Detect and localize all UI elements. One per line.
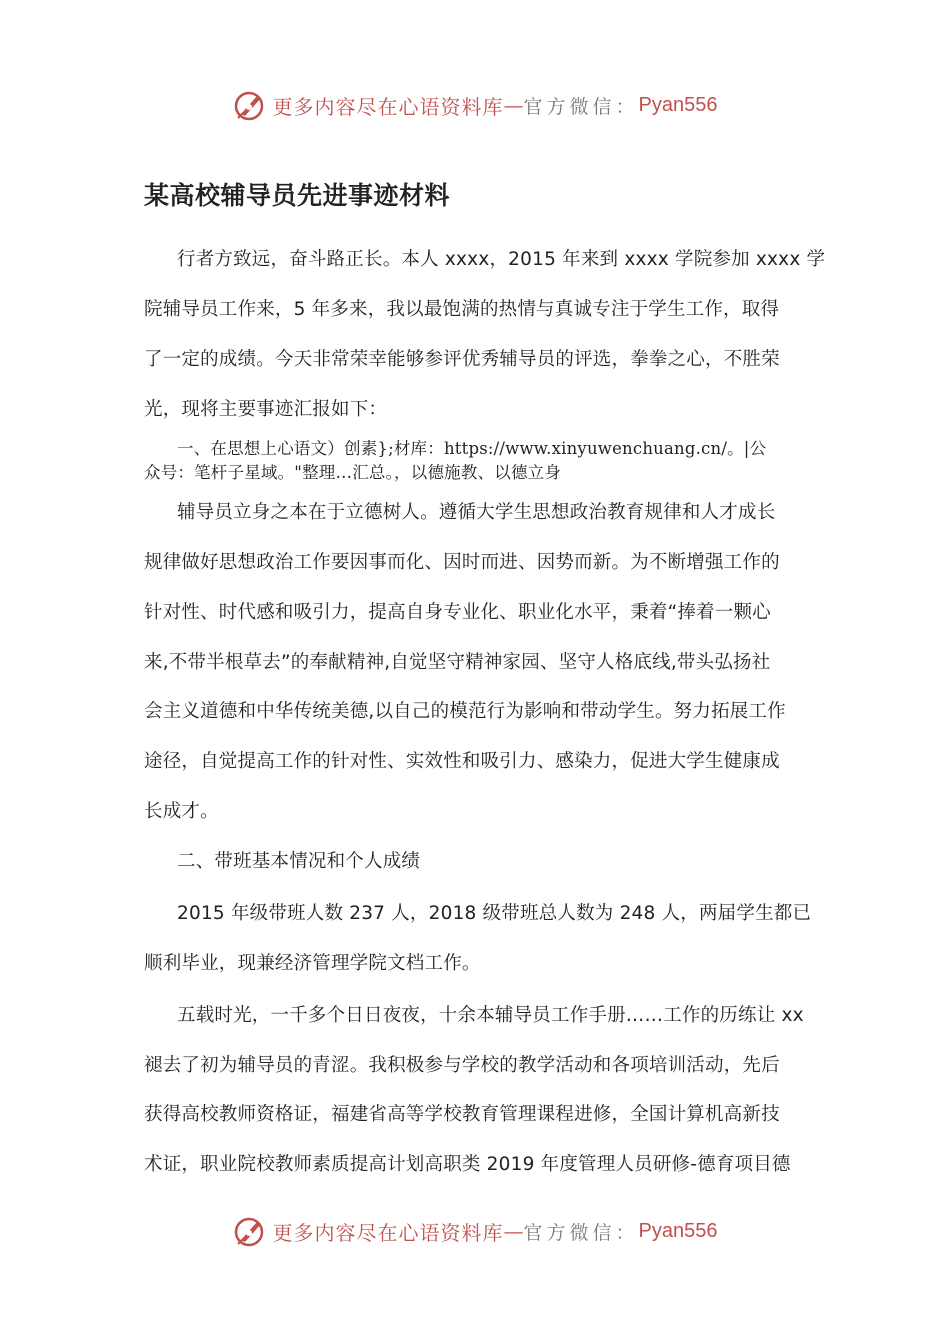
pen-circle-logo-icon (233, 88, 267, 122)
paragraph-line: 辅导员立身之本在于立德树人。遵循大学生思想政治教育规律和人才成长 (177, 502, 776, 523)
banner-separator: — (503, 1219, 524, 1243)
footer-banner (0, 1208, 950, 1254)
paragraph-line: 针对性、时代感和吸引力，提高自身专业化、职业化水平，秉着“捧着一颗心 (144, 602, 771, 623)
paragraph-line: 长成才。 (144, 801, 219, 822)
paragraph-line: 顺利毕业，现兼经济管理学院文档工作。 (144, 953, 481, 974)
section-heading-line: 一、在思想上心语文）创素};材库：https://www.xinyuwenchuang.cn/。|公 (177, 439, 767, 458)
paragraph-line: 行者方致远，奋斗路正长。本人 xxxx，2015 年来到 xxxx 学院参加 xxxx 学 (177, 249, 826, 270)
banner-wechat-id: Pyan556 (638, 1219, 718, 1242)
banner-wechat-id: Pyan556 (638, 93, 718, 116)
paragraph-line: 光，现将主要事迹汇报如下： (144, 399, 388, 420)
banner-wechat-label: 官方微信： (523, 1221, 639, 1244)
paragraph-line: 褪去了初为辅导员的青涩。我积极参与学校的教学活动和各项培训活动，先后 (144, 1055, 780, 1076)
banner-text: 更多内容尽在心语资料库 (272, 1220, 504, 1245)
banner-wechat-label: 官方微信： (523, 95, 639, 118)
paragraph-line: 获得高校教师资格证，福建省高等学校教育管理课程进修，全国计算机高新技 (144, 1104, 780, 1125)
paragraph-line: 了一定的成绩。今天非常荣幸能够参评优秀辅导员的评选，拳拳之心，不胜荣 (144, 349, 780, 370)
paragraph-line: 五载时光，一千多个日日夜夜，十余本辅导员工作手册……工作的历练让 xx (177, 1005, 804, 1026)
banner-separator: — (503, 93, 524, 117)
paragraph-line: 2015 年级带班人数 237 人，2018 级带班总人数为 248 人，两届学生都已 (177, 903, 812, 924)
paragraph-line: 术证，职业院校教师素质提高计划高职类 2019 年度管理人员研修-德育项目德 (144, 1154, 791, 1175)
paragraph-line: 途径，自觉提高工作的针对性、实效性和吸引力、感染力，促进大学生健康成 (144, 751, 780, 772)
section-heading-line: 众号：笔杆子星域。"整理…汇总。，以德施教、以德立身 (144, 463, 562, 482)
paragraph-line: 院辅导员工作来，5 年多来，我以最饱满的热情与真诚专注于学生工作，取得 (144, 299, 780, 320)
paragraph-line: 来,不带半根草去”的奉献精神,自觉坚守精神家园、坚守人格底线,带头弘扬社 (144, 652, 771, 673)
header-banner (0, 82, 950, 128)
paragraph-line: 规律做好思想政治工作要因事而化、因时而进、因势而新。为不断增强工作的 (144, 552, 780, 573)
document-title: 某高校辅导员先进事迹材料 (144, 181, 451, 210)
banner-text: 更多内容尽在心语资料库 (272, 94, 504, 119)
pen-circle-logo-icon (233, 1214, 267, 1248)
section-heading-line: 二、带班基本情况和个人成绩 (177, 851, 421, 872)
paragraph-line: 会主义道德和中华传统美德,以自己的模范行为影响和带动学生。努力拓展工作 (144, 701, 786, 722)
